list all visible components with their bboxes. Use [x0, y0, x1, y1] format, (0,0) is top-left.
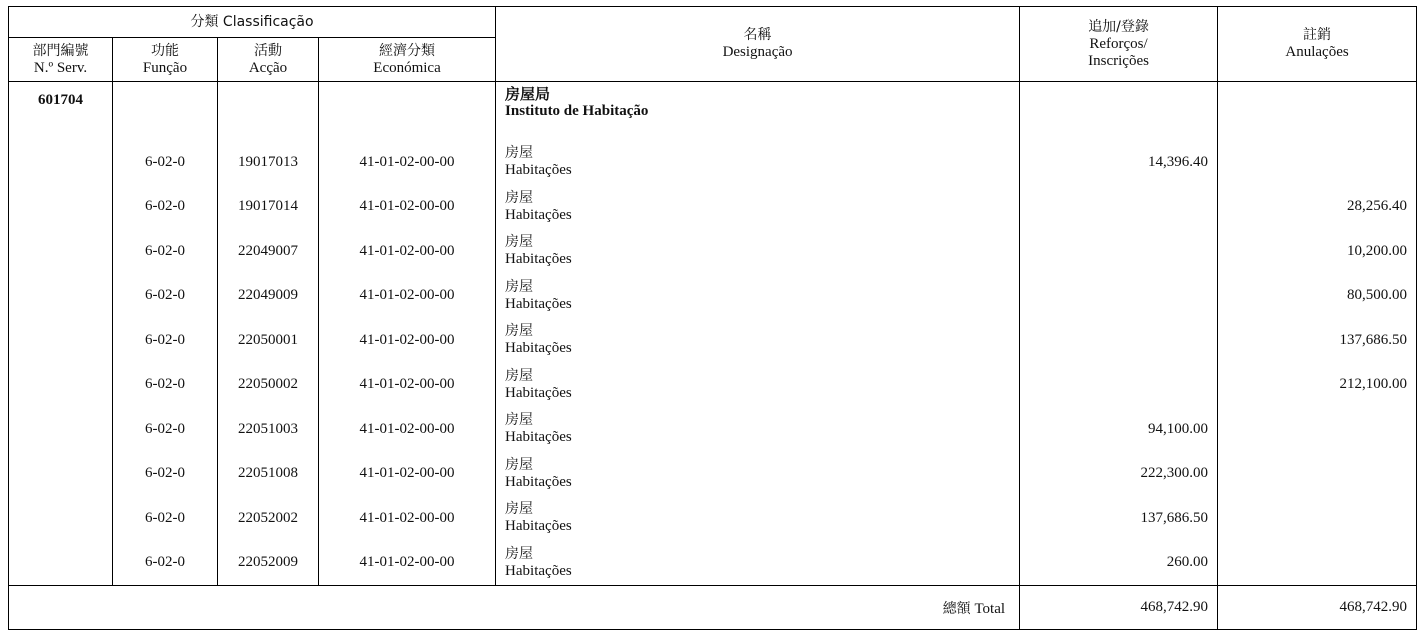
table-body: [9, 82, 1417, 586]
economic-header: [319, 38, 496, 82]
total-label-pt: Total: [974, 600, 1006, 617]
dept-no-header-pt: N.º Serv.: [33, 59, 88, 76]
department-cancellation-cell: [1218, 82, 1417, 141]
dept-no-cell: [9, 407, 113, 452]
department-number: 601704: [9, 82, 113, 141]
designation-cell: [496, 185, 1020, 230]
action-cell: 22049007: [218, 229, 319, 274]
designation-zh: 房屋: [505, 234, 534, 251]
dept-no-cell: [9, 541, 113, 586]
department-reinforcement-cell: [1020, 82, 1218, 141]
economic-cell: 41-01-02-00-00: [319, 185, 496, 230]
table-row: [9, 541, 1417, 586]
designation-header-pt: Designação: [722, 44, 793, 60]
department-economic-cell: [319, 82, 496, 141]
designation-cell: [496, 229, 1020, 274]
table-footer: [9, 586, 1417, 630]
designation-zh: 房屋: [505, 189, 534, 206]
designation-zh: 房屋: [505, 412, 534, 429]
designation-pt: Habitações: [505, 295, 572, 312]
budget-table: [8, 6, 1417, 630]
function-cell: 6-02-0: [113, 407, 218, 452]
dept-no-cell: [9, 363, 113, 408]
function-cell: 6-02-0: [113, 229, 218, 274]
designation-zh: 房屋: [505, 367, 534, 384]
cancellation-cell: 212,100.00: [1218, 363, 1417, 408]
dept-no-cell: [9, 452, 113, 497]
economic-cell: 41-01-02-00-00: [319, 229, 496, 274]
designation-header: [496, 7, 1020, 82]
reinforcement-cell: [1020, 274, 1218, 319]
economic-cell: 41-01-02-00-00: [319, 541, 496, 586]
economic-header-zh: 經濟分類: [379, 42, 436, 59]
reinforcements-header-pt2: Inscrições: [1088, 52, 1149, 69]
reinforcement-cell: 94,100.00: [1020, 407, 1218, 452]
dept-no-header: [9, 38, 113, 82]
function-cell: 6-02-0: [113, 541, 218, 586]
designation-pt: Habitações: [505, 251, 572, 268]
department-designation: [496, 82, 1020, 141]
cancellation-cell: [1218, 496, 1417, 541]
cancellation-cell: 10,200.00: [1218, 229, 1417, 274]
designation-cell: [496, 318, 1020, 363]
action-cell: 19017013: [218, 140, 319, 185]
dept-no-cell: [9, 496, 113, 541]
cancellation-cell: [1218, 541, 1417, 586]
dept-no-header-zh: 部門編號: [32, 42, 89, 59]
department-name-zh: 房屋局: [505, 85, 551, 103]
reinforcement-cell: [1020, 363, 1218, 408]
function-cell: 6-02-0: [113, 363, 218, 408]
reinforcement-cell: [1020, 318, 1218, 363]
designation-zh: 房屋: [505, 501, 534, 518]
reinforcements-header-zh: 追加/登錄: [1088, 18, 1149, 35]
table-header: [9, 7, 1417, 82]
cancellation-cell: 80,500.00: [1218, 274, 1417, 319]
cancellation-cell: 28,256.40: [1218, 185, 1417, 230]
economic-cell: 41-01-02-00-00: [319, 363, 496, 408]
reinforcement-cell: [1020, 185, 1218, 230]
action-header-zh: 活動: [254, 42, 282, 59]
action-header-pt: Acção: [248, 59, 288, 76]
cancellation-cell: 137,686.50: [1218, 318, 1417, 363]
reinforcement-cell: 14,396.40: [1020, 140, 1218, 185]
economic-header-pt: Económica: [373, 59, 441, 76]
dept-no-cell: [9, 140, 113, 185]
economic-cell: 41-01-02-00-00: [319, 140, 496, 185]
department-name-pt: Instituto de Habitação: [505, 103, 649, 119]
classification-header: [9, 7, 496, 38]
table-row: [9, 496, 1417, 541]
function-cell: 6-02-0: [113, 274, 218, 319]
designation-pt: Habitações: [505, 206, 572, 223]
department-row: [9, 82, 1417, 141]
dept-no-cell: [9, 185, 113, 230]
total-reinforcement: 468,742.90: [1020, 586, 1218, 630]
function-header: [113, 38, 218, 82]
designation-zh: 房屋: [505, 278, 534, 295]
cancellations-header-pt: Anulações: [1285, 44, 1349, 60]
designation-header-zh: 名稱: [743, 27, 772, 43]
cancellations-header-zh: 註銷: [1303, 27, 1332, 43]
table-row: [9, 140, 1417, 185]
designation-pt: Habitações: [505, 162, 572, 179]
designation-pt: Habitações: [505, 429, 572, 446]
designation-pt: Habitações: [505, 518, 572, 535]
budget-table-document: [8, 6, 1416, 630]
designation-cell: [496, 407, 1020, 452]
designation-cell: [496, 363, 1020, 408]
designation-pt: Habitações: [505, 340, 572, 357]
action-cell: 22052002: [218, 496, 319, 541]
action-cell: 22049009: [218, 274, 319, 319]
designation-zh: 房屋: [505, 145, 534, 162]
designation-pt: Habitações: [505, 473, 572, 490]
table-row: [9, 274, 1417, 319]
designation-cell: [496, 452, 1020, 497]
economic-cell: 41-01-02-00-00: [319, 496, 496, 541]
table-row: [9, 185, 1417, 230]
reinforcements-header-pt1: Reforços/: [1089, 35, 1148, 52]
function-header-zh: 功能: [151, 42, 179, 59]
department-action-cell: [218, 82, 319, 141]
designation-zh: 房屋: [505, 323, 534, 340]
total-label-zh: 總額: [942, 600, 971, 617]
action-header: [218, 38, 319, 82]
function-cell: 6-02-0: [113, 140, 218, 185]
classification-header-label: 分類 Classificação: [190, 13, 314, 30]
function-cell: 6-02-0: [113, 452, 218, 497]
cancellation-cell: [1218, 140, 1417, 185]
designation-cell: [496, 541, 1020, 586]
designation-zh: 房屋: [505, 456, 534, 473]
action-cell: 22051008: [218, 452, 319, 497]
total-cancellation: 468,742.90: [1218, 586, 1417, 630]
total-row: [9, 586, 1417, 630]
table-row: [9, 452, 1417, 497]
reinforcement-cell: 222,300.00: [1020, 452, 1218, 497]
department-function-cell: [113, 82, 218, 141]
function-cell: 6-02-0: [113, 185, 218, 230]
function-header-pt: Função: [142, 59, 188, 76]
action-cell: 22052009: [218, 541, 319, 586]
economic-cell: 41-01-02-00-00: [319, 318, 496, 363]
cancellation-cell: [1218, 452, 1417, 497]
economic-cell: 41-01-02-00-00: [319, 452, 496, 497]
action-cell: 22051003: [218, 407, 319, 452]
reinforcements-header: [1020, 7, 1218, 82]
function-cell: 6-02-0: [113, 318, 218, 363]
action-cell: 22050002: [218, 363, 319, 408]
reinforcement-cell: 260.00: [1020, 541, 1218, 586]
economic-cell: 41-01-02-00-00: [319, 274, 496, 319]
total-label: [9, 586, 1020, 630]
economic-cell: 41-01-02-00-00: [319, 407, 496, 452]
designation-pt: Habitações: [505, 384, 572, 401]
designation-cell: [496, 496, 1020, 541]
cancellations-header: [1218, 7, 1417, 82]
designation-cell: [496, 140, 1020, 185]
dept-no-cell: [9, 229, 113, 274]
action-cell: 22050001: [218, 318, 319, 363]
designation-cell: [496, 274, 1020, 319]
table-row: [9, 229, 1417, 274]
table-row: [9, 363, 1417, 408]
cancellation-cell: [1218, 407, 1417, 452]
function-cell: 6-02-0: [113, 496, 218, 541]
action-cell: 19017014: [218, 185, 319, 230]
table-row: [9, 407, 1417, 452]
dept-no-cell: [9, 274, 113, 319]
reinforcement-cell: 137,686.50: [1020, 496, 1218, 541]
table-row: [9, 318, 1417, 363]
reinforcement-cell: [1020, 229, 1218, 274]
dept-no-cell: [9, 318, 113, 363]
designation-pt: Habitações: [505, 562, 572, 579]
designation-zh: 房屋: [505, 545, 534, 562]
